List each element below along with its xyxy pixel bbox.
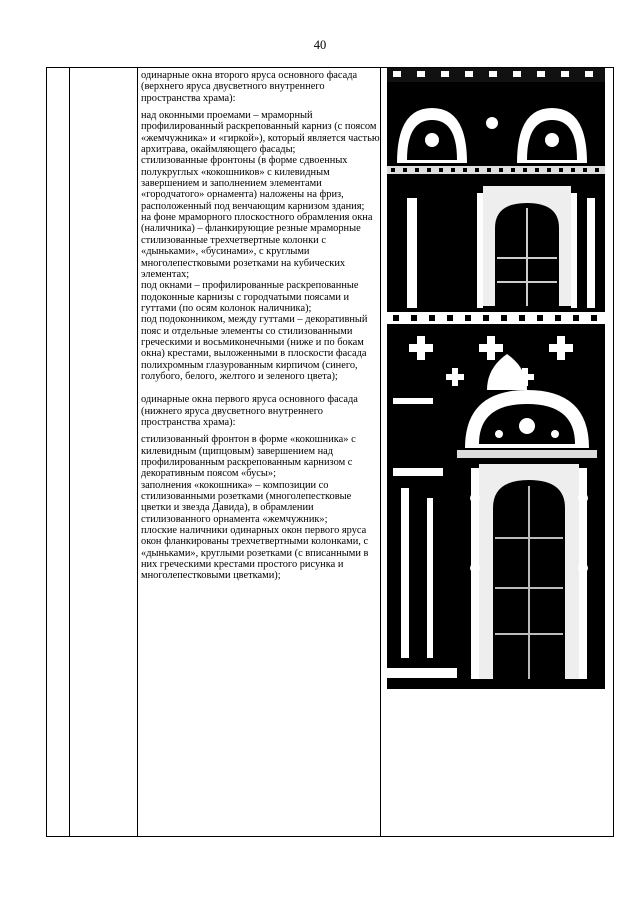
- list-item: заполнения «кокошника» – композиции со стилизованными розетками (многолепестковые цветки и звезда Давида), в обрамлении стилизованного орнамента «жемчужник»;: [141, 479, 352, 525]
- document-table: [46, 67, 614, 837]
- facade-illustration: [387, 68, 605, 689]
- page-number: 40: [313, 38, 327, 52]
- list-item: плоские наличники одинарных окон первого яруса окон фланкированы трехчетвертными колонками, с «дыньками», круглыми розетками (с вписанными в них греческими крестами простого рисунка и многолепестковыми цветками);: [141, 525, 369, 582]
- section-heading: одинарные окна первого яруса основного фасада (нижнего яруса двусветного внутреннего пространства храма):: [141, 394, 358, 428]
- list-item: под подоконником, между гуттами – декоративный пояс и отдельные элементы со стилизованными греческими и восьмиконечными (ниже и по бокам окна) крестами, выложенными в плоскости фасада полихромным глазурованным кирпичом (синего, голубого, белого, желтого и зеленого цвета);: [141, 314, 368, 382]
- section-heading: одинарные окна второго яруса основного фасада (верхнего яруса двусветного внутреннего пространства храма):: [141, 70, 358, 104]
- list-item: стилизованный фронтон в форме «кокошника» с килевидным (щипцовым) завершением над профилированным раскрепованным карнизом с декоративным поясом «бусы»;: [141, 434, 356, 480]
- list-item: на фоне мраморного плоскостного обрамления окна (наличника) – фланкирующие резные мраморные стилизованные трехчетвертные колонки с «дыньками», «бусинами», с круглыми многолепестковыми розетками на кубических элементах;: [141, 212, 373, 280]
- column-divider: [137, 68, 138, 836]
- list-item: стилизованные фронтоны (в форме сдвоенных полукруглых «кокошников» с килевидным завершением и заполнением элементами «городчатого» орнамента) наложены на фриз, расположенный под венчающим карнизом здания;: [141, 155, 365, 212]
- description-cell: [141, 70, 383, 582]
- building-facade-photo: [387, 68, 605, 689]
- list-item: под окнами – профилированные раскрепованные подоконные карнизы с городчатыми поясами и гуттами (по осям колонок наличника);: [141, 280, 359, 314]
- column-divider: [69, 68, 70, 836]
- list-item: над оконными проемами – мраморный профилированный раскрепованный карниз (с поясом «жемчужника» и «гиркой»), который является частью архитрава, окаймляющего фасады;: [141, 110, 380, 156]
